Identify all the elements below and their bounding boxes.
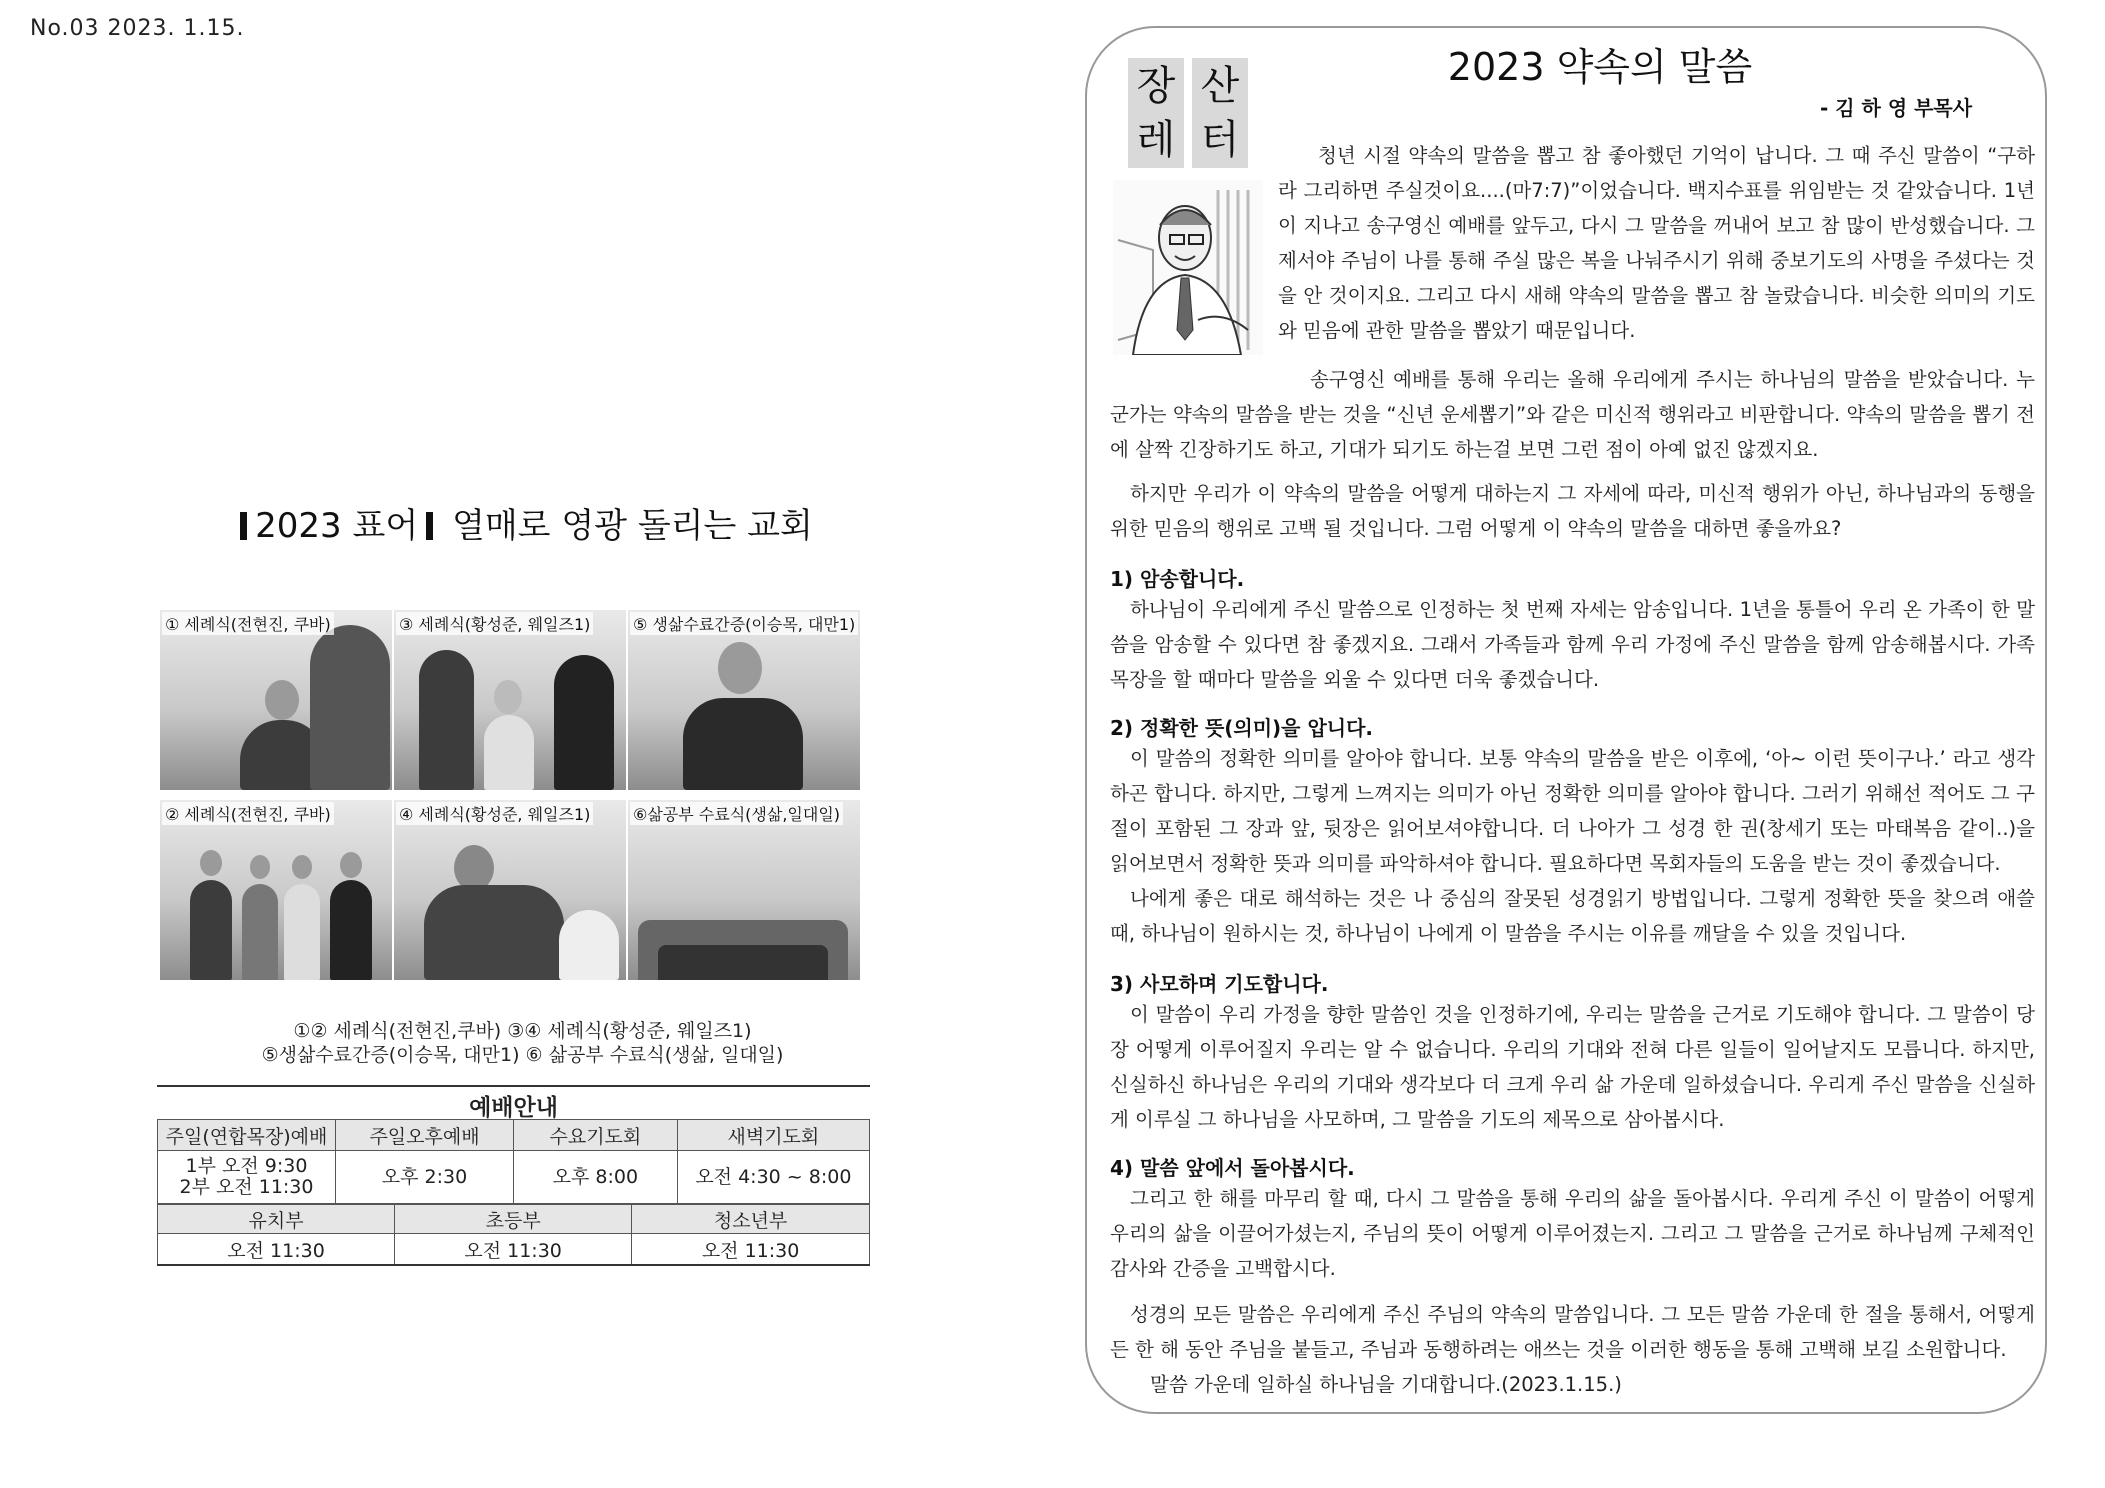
section-heading-4: 4) 말씀 앞에서 돌아봅시다. [1110,1156,1355,1180]
section-4-text: 그리고 한 해를 마무리 할 때, 다시 그 말씀을 통해 우리의 삶을 돌아봅시다. 우리게 주신 이 말씀이 어떻게 우리의 삶을 이끌어가셨는지, 주님의 뜻이 어떻게 이루어졌는지. 그리고 그 말씀을 근거로 하나님께 구체적인 감사와 간증을 고백합시다. [1110,1187,2035,1280]
worship-time-line: 2부 오전 11:30 [179,1176,314,1198]
letter-author: - 김 하 영 부목사 [1820,96,1973,120]
photo-caption: ④ 세례식(황성준, 웨일즈1) [396,802,593,825]
worship-header: 주일오후예배 [336,1120,514,1151]
section-heading-2: 2) 정확한 뜻(의미)을 압니다. [1110,716,1374,740]
stamp-char: 레 [1128,112,1184,168]
stamp-char: 산 [1192,58,1248,114]
letter-title: 2023 약속의 말씀 [1447,45,1753,89]
school-time: 오전 11:30 [158,1234,395,1266]
worship-table [157,1119,870,1204]
letter-paragraph-1: 청년 시절 약속의 말씀을 뽑고 참 좋아했던 기억이 납니다. 그 때 주신 말씀이 “구하라 그리하면 주실것이요....(마7:7)”이었습니다. 백지수표를 위임받는 것 같았습니다. 1년이 지나고 송구영신 예배를 앞두고, 다시 그 말씀을 꺼내어 보고 참 많이 반성했습니다. 그제서야 주님이 나를 통해 주실 많은 복을 나눠주시기 위해 중보기도의 사명을 주셨다는 것을 안 것이지요. 그리고 다시 새해 약속의 말씀을 뽑고 참 놀랐습니다. 비슷한 의미의 기도와 믿음에 관한 말씀을 뽑았기 때문입니다. [1278,144,2035,342]
motto-text: 열매로 영광 돌리는 교회 [451,506,813,546]
photo-caption: ② 세례식(전현진, 쿠바) [162,802,334,825]
photo-caption-line-1: ①② 세례식(전현진,쿠바) ③④ 세례식(황성준, 웨일즈1) [293,1020,752,1042]
school-time: 오전 11:30 [395,1234,632,1266]
photo-3 [394,610,626,790]
section-1-text: 하나님이 우리에게 주신 말씀으로 인정하는 첫 번째 자세는 암송입니다. 1년을 통틀어 우리 온 가족이 한 말씀을 암송할 수 있다면 참 좋겠지요. 그래서 가족들과 함께 우리 가정에 주신 말씀을 함께 암송해봅시다. 가족목장을 할 때마다 말씀을 외울 수 있다면 더욱 좋겠습니다. [1110,598,2035,691]
letter-paragraph-3: 하지만 우리가 이 약속의 말씀을 어떻게 대하는지 그 자세에 따라, 미신적 행위가 아닌, 하나님과의 동행을 위한 믿음의 행위로 고백 될 것입니다. 그럼 어떻게 이 약속의 말씀을 대하면 좋을까요? [1110,482,2035,540]
section-heading-1: 1) 암송합니다. [1110,567,1245,591]
author-portrait [1113,180,1263,355]
stamp-char: 터 [1192,112,1248,168]
motto-bar-right [426,512,433,540]
closing-paragraph: 성경의 모든 말씀은 우리에게 주신 주님의 약속의 말씀입니다. 그 모든 말씀 가운데 한 절을 통해서, 어떻게든 한 해 동안 주님을 붙들고, 주님과 동행하려는 애쓰는 것을 이러한 행동을 통해 고백해 보길 소원합니다. [1110,1303,2035,1361]
photo-caption: ⑤ 생삶수료간증(이승목, 대만1) [630,612,858,635]
photo-caption-line-2: ⑤생삶수료간증(이승목, 대만1) ⑥ 삶공부 수료식(생삶, 일대일) [261,1044,784,1066]
motto-bar-left [240,512,247,540]
school-table [157,1204,870,1266]
photo-caption: ① 세례식(전현진, 쿠바) [162,612,334,635]
worship-time: 오전 4:30 ~ 8:00 [677,1151,869,1204]
photo-4 [394,800,626,980]
photo-caption: ③ 세례식(황성준, 웨일즈1) [396,612,593,635]
section-3-text: 이 말씀이 우리 가정을 향한 말씀인 것을 인정하기에, 우리는 말씀을 근거로 기도해야 합니다. 그 말씀이 당장 어떻게 이루어질지 우리는 알 수 없습니다. 우리의 기대와 전혀 다른 일들이 일어날지도 모릅니다. 하지만, 신실하신 하나님은 우리의 기대와 생각보다 더 크게 우리 삶 가운데 일하셨습니다. 우리게 주신 말씀을 신실하게 이루실 그 하나님을 사모하며, 그 말씀을 기도의 제목으로 삼아봅시다. [1110,1003,2035,1131]
school-header: 청소년부 [632,1205,870,1234]
photo-6 [628,800,860,980]
stamp-char: 장 [1128,58,1184,114]
worship-title: 예배안내 [157,1085,870,1119]
worship-time-line: 1부 오전 9:30 [185,1155,308,1177]
photo-2 [160,800,392,980]
worship-time: 오후 8:00 [514,1151,678,1204]
letter-paragraph-2: 송구영신 예배를 통해 우리는 올해 우리에게 주시는 하나님의 말씀을 받았습니다. 누군가는 약속의 말씀을 받는 것을 “신년 운세뽑기”와 같은 미신적 행위라고 비판합니다. 약속의 말씀을 뽑기 전에 살짝 긴장하기도 하고, 기대가 되기도 하는걸 보면 그런 점이 아예 없진 않겠지요. [1110,368,2035,461]
worship-header: 수요기도회 [514,1120,678,1151]
issue-date: No.03 2023. 1.15. [30,16,245,41]
worship-header: 새벽기도회 [677,1120,869,1151]
worship-time: 오후 2:30 [336,1151,514,1204]
photo-5 [628,610,860,790]
school-header: 유치부 [158,1205,395,1234]
photo-1 [160,610,392,790]
school-time: 오전 11:30 [632,1234,870,1266]
photo-grid [160,610,860,982]
section-2-text-b: 나에게 좋은 대로 해석하는 것은 나 중심의 잘못된 성경읽기 방법입니다. 그렇게 정확한 뜻을 찾으려 애쓸 때, 하나님이 원하시는 것, 하나님이 나에게 이 말씀을 주시는 이유를 깨달을 수 있을 것입니다. [1110,887,2035,945]
worship-schedule [157,1085,870,1266]
church-motto [0,498,1045,547]
section-2-text: 이 말씀의 정확한 의미를 알아야 합니다. 보통 약속의 말씀을 받은 이후에, ‘아~ 이런 뜻이구나.’ 라고 생각하곤 합니다. 하지만, 그렇게 느껴지는 의미가 아닌 정확한 의미를 알아야 합니다. 그러기 위해선 적어도 그 구절이 포함된 그 장과 앞, 뒷장은 읽어보셔야합니다. 더 나아가 그 성경 한 권(창세기 또는 마태복음 같이..)을 읽어보면서 정확한 뜻과 의미를 파악하셔야 합니다. 필요하다면 목회자들의 도움을 받는 것이 좋겠습니다. [1110,747,2035,875]
section-heading-3: 3) 사모하며 기도합니다. [1110,972,1329,996]
worship-time [158,1151,336,1204]
worship-header: 주일(연합목장)예배 [158,1120,336,1151]
closing-line: 말씀 가운데 일하실 하나님을 기대합니다.(2023.1.15.) [1150,1373,1622,1396]
photo-caption: ⑥삶공부 수료식(생삶,일대일) [630,802,843,825]
motto-label: 2023 표어 [255,506,419,546]
portrait-sketch-icon [1113,180,1263,355]
school-header: 초등부 [395,1205,632,1234]
